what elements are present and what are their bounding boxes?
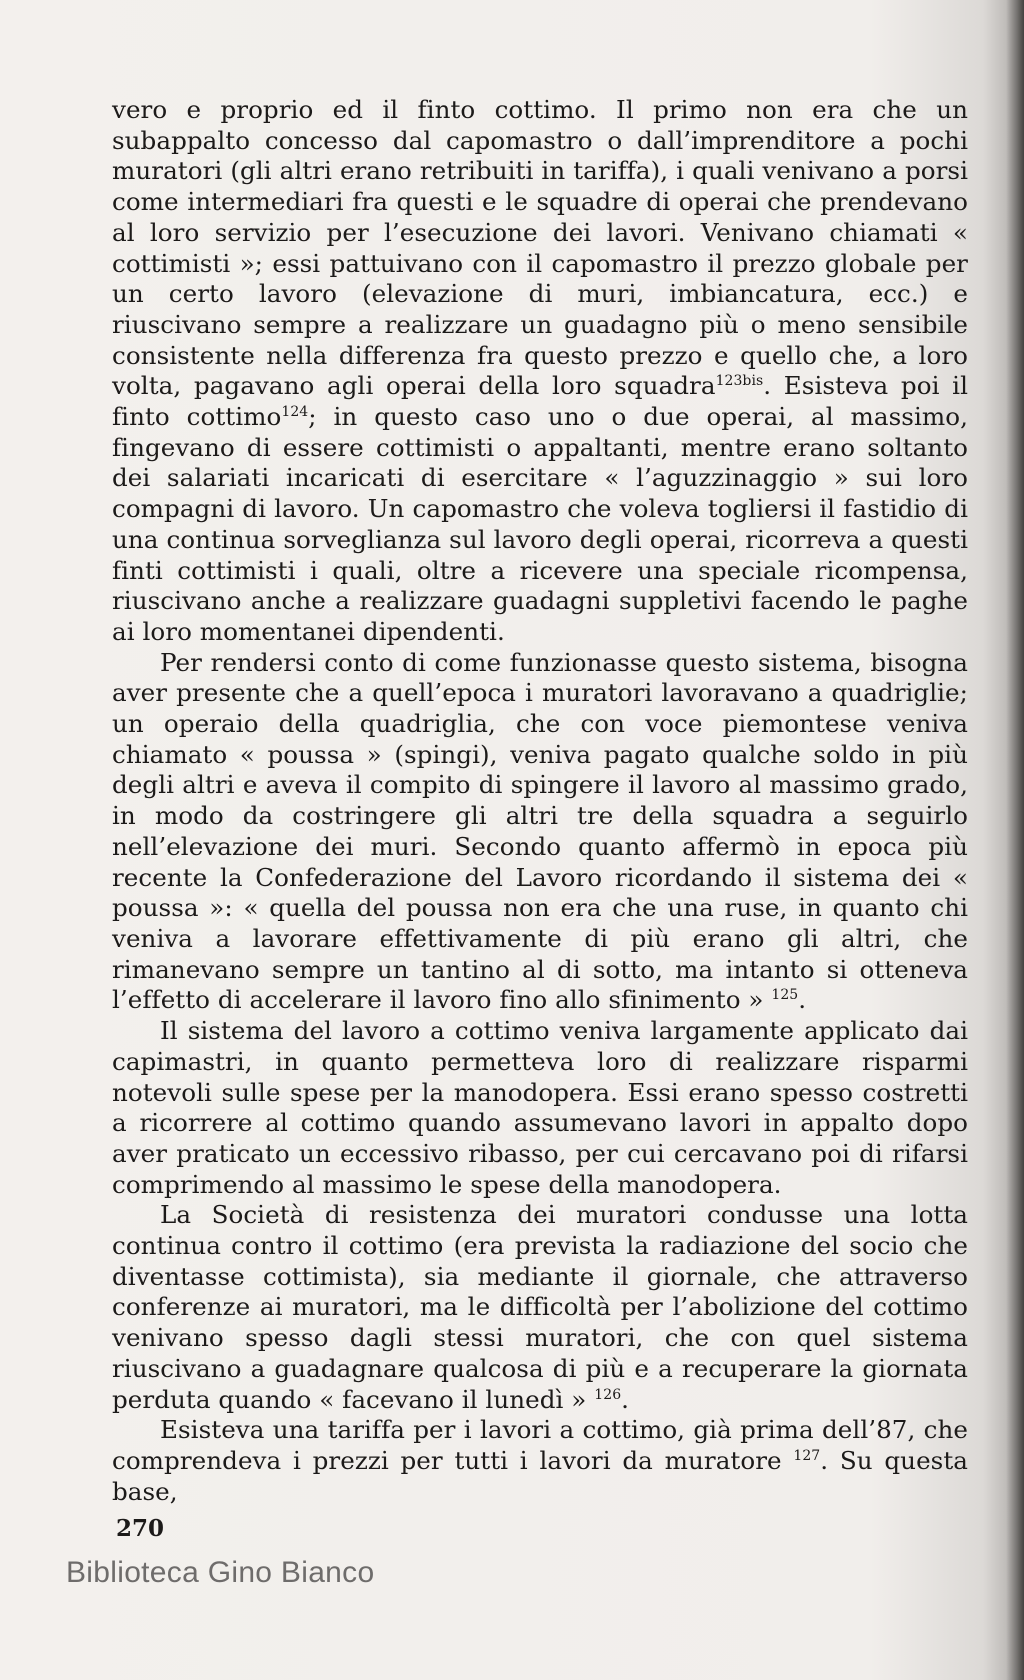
paragraph: La Società di resistenza dei muratori condusse una lotta continua contro il cottimo (era prevista la radiazione del socio che diventasse cottimista), sia mediante il giornale, che attraverso conferenze ai muratori, ma le difficoltà per l’abolizione del cottimo venivano spesso dagli stessi muratori, che con quel sistema riuscivano a guadagnare qualcosa di più e a recuperare la giornata perduta quando « facevano il lunedì » $^{126}$. — [112, 1200, 968, 1414]
footnote-ref: 123bis — [715, 373, 764, 390]
footnote-ref: 127 — [793, 1447, 821, 1464]
paragraph: vero e proprio ed il finto cottimo. Il primo non era che un subappalto concesso dal capomastro o dall’imprenditore a pochi muratori (gli altri erano retribuiti in tariffa), i quali venivano a porsi come intermediari fra questi e le squadre di operai che prendevano al loro servizio per l’esecuzione dei lavori. Venivano chiamati « cottimisti »; essi pattuivano con il capomastro il prezzo globale per un certo lavoro (elevazione di muri, imbiancatura, ecc.) e riuscivano sempre a realizzare un guadagno più o meno sensibile consistente nella differenza fra questo prezzo e quello che, a loro volta, pagavano agli operai della loro squadra$^{123bis}$. Esisteva poi il finto cottimo$^{124}$; in questo caso uno o due operai, al massimo, fingevano di essere cottimisti o appaltanti, mentre erano soltanto dei salariati incaricati di esercitare « l’aguzzinaggio » sui loro compagni di lavoro. Un capomastro che voleva togliersi il fastidio di una continua sorveglianza sul lavoro degli operai, ricorreva a questi finti cottimisti i quali, oltre a ricevere una speciale ricompensa, riuscivano anche a realizzare guadagni suppletivi facendo le paghe ai loro momentanei dipendenti. — [112, 95, 968, 646]
paragraph: Esisteva una tariffa per i lavori a cottimo, già prima dell’87, che comprendeva i prezzi per tutti i lavori da muratore $^{127}$. Su questa base, — [112, 1415, 968, 1506]
footnote-ref: 126 — [594, 1386, 622, 1403]
paragraph: Per rendersi conto di come funzionasse questo sistema, bisogna aver presente che a quell’epoca i muratori lavoravano a quadriglie; un operaio della quadriglia, che con voce piemontese veniva chiamato « poussa » (spingi), veniva pagato qualche soldo in più degli altri e aveva il compito di spingere il lavoro al massimo grado, in modo da costringere gli altri tre della squadra a seguirlo nell’elevazione dei muri. Secondo quanto affermò in epoca più recente la Confederazione del Lavoro ricordando il sistema dei « poussa »: « quella del poussa non era che una ruse, in quanto chi veniva a lavorare effettivamente di più erano gli altri, che rimanevano sempre un tantino al di sotto, ma intanto si otteneva l’effetto di accelerare il lavoro fino allo sfinimento » $^{125}$. — [112, 647, 968, 1015]
footnote-ref: 124 — [281, 403, 309, 420]
footnote-ref: 125 — [771, 987, 799, 1004]
library-watermark: Biblioteca Gino Bianco — [66, 1556, 375, 1589]
paragraph: Il sistema del lavoro a cottimo veniva largamente applicato dai capimastri, in quanto permetteva loro di realizzare risparmi notevoli sulle spese per la manodopera. Essi erano spesso costretti a ricorrere al cottimo quando assumevano lavori in appalto dopo aver praticato un eccessivo ribasso, per cui cercavano poi di rifarsi comprimendo al massimo le spese della manodopera. — [112, 1016, 968, 1199]
page-number: 270 — [116, 1515, 165, 1542]
body-text — [112, 95, 968, 1507]
page-edge-shadow — [1006, 0, 1024, 1680]
